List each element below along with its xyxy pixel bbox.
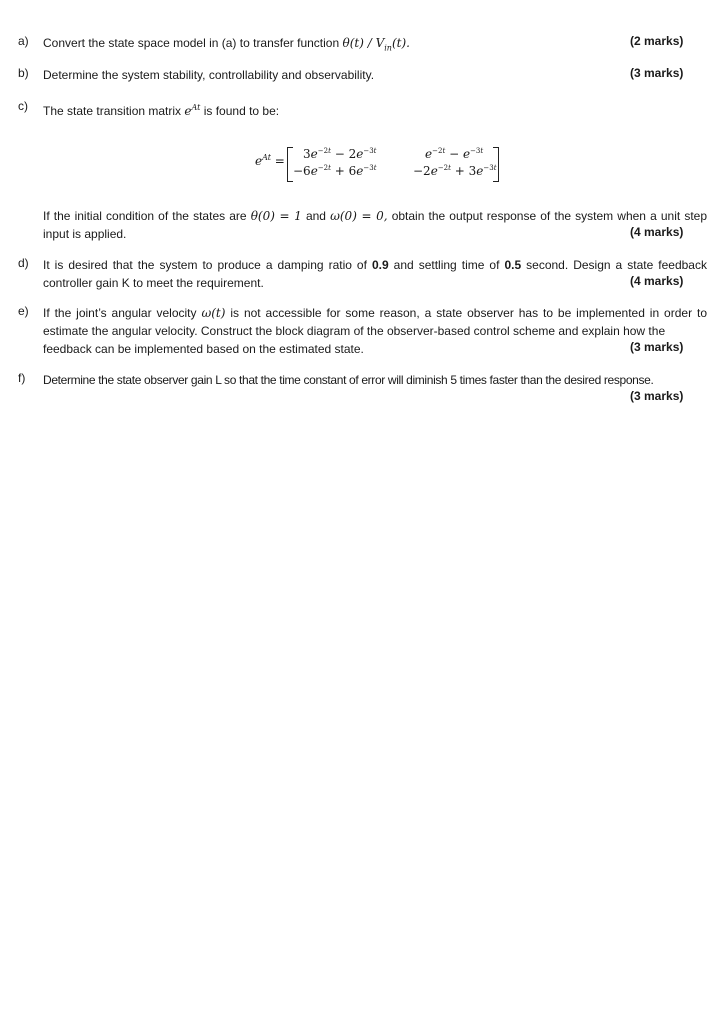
question-d-line2: controller gain K to meet the requirement. — [43, 276, 264, 290]
question-a-label: a) — [18, 34, 29, 48]
expr-theta-over-v: θ(t) / V — [342, 36, 385, 50]
matrix-body — [287, 147, 499, 181]
question-a-text-main: Convert the state space model in (a) to transfer function — [43, 36, 340, 50]
expr-e: e — [184, 104, 192, 118]
question-e-marks: (3 marks) — [630, 340, 684, 354]
question-b-marks: (3 marks) — [630, 66, 684, 80]
expr-of-t: (t). — [391, 36, 410, 50]
matrix-cell-a11: $3e^{-2t} - 2e^{-3t}$ — [303, 147, 377, 161]
d-text-1: It is desired that the system to produce a damping ratio of — [43, 258, 367, 272]
matrix-equals: = — [274, 154, 285, 168]
e-text-1: If the joint’s angular velocity — [43, 306, 197, 320]
cond-pre: If the initial condition of the states are — [43, 209, 247, 223]
question-f-label: f) — [18, 371, 26, 385]
d-text-2: and settling time of — [393, 258, 500, 272]
cond-and: and — [305, 209, 326, 223]
expr-eAt — [184, 104, 200, 118]
question-c-marks: (4 marks) — [630, 225, 684, 239]
cond-theta0: θ(0) = 1 — [250, 209, 302, 223]
omega-t: ω(t) — [201, 306, 226, 320]
question-e-para — [43, 304, 707, 340]
question-b-text: Determine the system stability, controllability and observability. — [43, 68, 375, 82]
d-text-3: second. Design a state feedback — [526, 258, 707, 272]
cond-omega0: ω(0) = 0, — [330, 209, 388, 223]
question-e-text — [43, 304, 707, 358]
question-c-text-pre: The state transition matrix — [43, 104, 182, 118]
question-c-text-post: is found to be: — [203, 104, 280, 118]
matrix-lhs-e: e — [255, 154, 263, 168]
question-b-label: b) — [18, 66, 29, 80]
question-d-label: d) — [18, 256, 29, 270]
question-d-marks: (4 marks) — [630, 274, 684, 288]
question-d-text — [43, 256, 707, 292]
settling-time-value: 0.5 — [504, 258, 522, 272]
matrix-cell-a22: $-2e^{-2t} + 3e^{-3t}$ — [413, 164, 497, 178]
expr-subscript-in: in — [384, 43, 392, 53]
question-c-line1 — [43, 207, 707, 225]
question-d-line1 — [43, 256, 707, 274]
cond-post: obtain the output response of the system when a unit step — [391, 209, 708, 223]
question-f-text: Determine the state observer gain L so that the time constant of error will diminish 5 times faster than the desired response. — [43, 373, 654, 387]
expr-sup-At: At — [191, 103, 201, 112]
question-c-intro — [43, 99, 707, 120]
question-c-condition-text — [43, 207, 707, 243]
e-text-2: is not accessible for some reason, a state observer has to be implemented in order to estimate the angular velocity. Construct the block diagram of the observer-based control scheme and explain how the — [43, 306, 707, 338]
matrix-lhs-sup: At — [262, 153, 271, 162]
question-a-expression — [342, 36, 410, 53]
matrix-lhs — [255, 153, 285, 168]
question-f-marks: (3 marks) — [630, 389, 684, 403]
question-a-marks: (2 marks) — [630, 34, 684, 48]
question-c-label: c) — [18, 99, 28, 113]
matrix-cell-a12: $e^{-2t} - e^{-3t}$ — [425, 147, 484, 161]
question-e-line3: feedback can be implemented based on the estimated state. — [43, 342, 364, 356]
question-a-text — [43, 34, 707, 57]
damping-ratio-value: 0.9 — [371, 258, 389, 272]
matrix-cell-a21: $-6e^{-2t} + 6e^{-3t}$ — [293, 164, 377, 178]
question-e-label: e) — [18, 304, 29, 318]
question-c-line2: input is applied. — [43, 227, 127, 241]
